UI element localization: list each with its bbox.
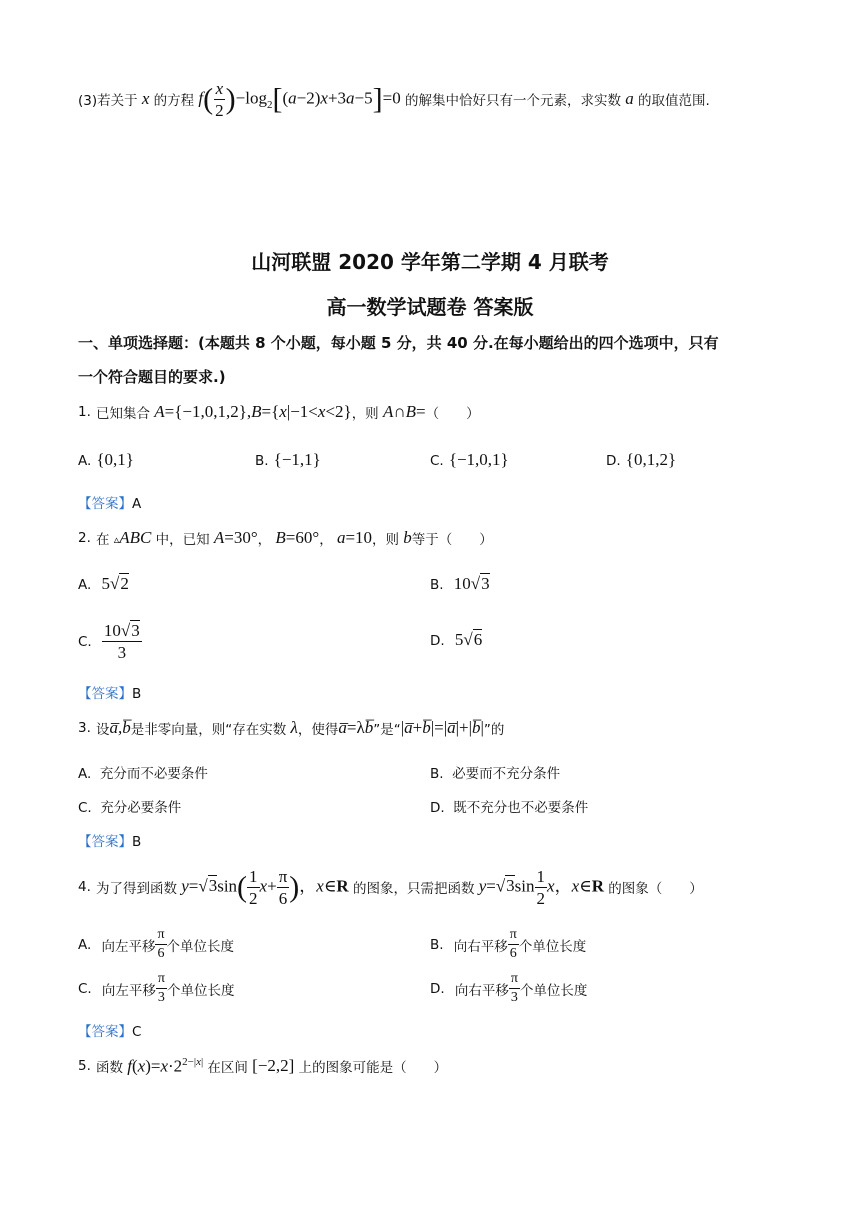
question-3: 3. 设 a̅,b̅ 是非零向量，则“存在实数 λ ，使得 a̅=λb̅ ”是“ |a̅+b̅|=|a̅|+|b̅| ”的 [78, 718, 505, 738]
question-4: 4. 为了得到函数 y=√3sin( $\frac{1}{2}$ x+ $\frac{\pi}{6}$ )，x∈R 的图象，只需把函数 y=√3sin $\frac{1}{2}$ x，x∈R 的图象（ ） [78, 866, 703, 908]
q3-option-c: C. 充分必要条件 [78, 800, 182, 816]
q3-answer: 【答案】B [78, 834, 142, 850]
question-5: 5. 函数 $f(x)=x\cdot 2^{2-|x|}$ 在区间 [−2,2] 上的图象可能是（ ） [78, 1056, 448, 1077]
q1-option-d: D. {0,1,2} [606, 450, 677, 469]
q2-option-b: B. 10√3 [430, 574, 490, 593]
var-x: x [137, 89, 154, 108]
top-problem: (3)若关于 x 的方程 f( $\frac{x}{2}$ )$-\log_2[(a-2)x+3a-5]=0$ 的解集中恰好只有一个元素，求实数 a 的取值范围. [78, 78, 710, 120]
q2-option-c: C. $\frac{10√3}{3}$ [78, 621, 140, 662]
q1-option-b: B. {−1,1} [255, 450, 321, 469]
q4-option-b: B. 向右平移 $\frac{\pi}{6}$ 个单位长度 [430, 927, 587, 961]
equation-top: f( $\frac{x}{2}$ )$-\log_2[(a-2)x+3a-5]=0$ [198, 78, 405, 120]
q2-answer: 【答案】B [78, 686, 142, 702]
page-subtitle: 高一数学试题卷 答案版 [326, 295, 534, 319]
section-heading-cont: 一个符合题目的要求.) [78, 368, 226, 386]
q3-option-a: A. 充分而不必要条件 [78, 766, 208, 782]
q1-answer: 【答案】A [78, 496, 142, 512]
section-heading: 一、单项选择题：(本题共 8 个小题，每小题 5 分，共 40 分.在每小题给出的四个选项中，只有 [78, 334, 719, 352]
q2-option-a: A. 5√2 [78, 574, 129, 593]
question-1: 1. 已知集合 A={−1,0,1,2},B={x|−1<x<2} ，则 A∩B= （ ） [78, 402, 480, 422]
q4-answer: 【答案】C [78, 1024, 142, 1040]
q4-option-c: C. 向左平移 $\frac{\pi}{3}$ 个单位长度 [78, 971, 235, 1005]
q2-option-d: D. 5√6 [430, 630, 483, 649]
q3-option-d: D. 既不充分也不必要条件 [430, 800, 589, 816]
q1-option-c: C. {−1,0,1} [430, 450, 509, 469]
q4-option-a: A. 向左平移 $\frac{\pi}{6}$ 个单位长度 [78, 927, 235, 961]
page-title: 山河联盟 2020 学年第二学期 4 月联考 [251, 250, 609, 274]
q4-option-d: D. 向右平移 $\frac{\pi}{3}$ 个单位长度 [430, 971, 588, 1005]
q1-option-a: A. {0,1} [78, 450, 134, 469]
question-2: 2. 在 ▵ABC 中，已知 A=30° ， B=60° ， a=10 ，则 b 等于（ ） [78, 528, 493, 548]
set-expression: A={−1,0,1,2},B={x|−1<x<2} [154, 402, 352, 421]
q3-option-b: B. 必要而不充分条件 [430, 766, 561, 782]
